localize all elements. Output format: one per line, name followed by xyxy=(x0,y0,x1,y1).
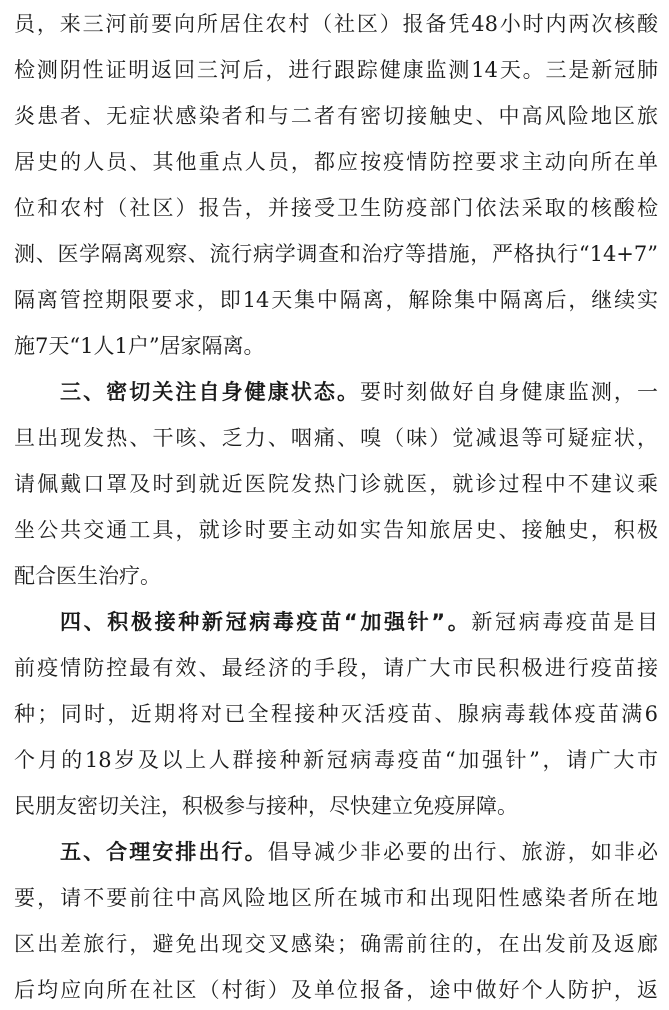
paragraph-line: 要，请不要前往中高风险地区所在城市和出现阳性感染者所在地 xyxy=(14,886,658,910)
paragraph-line: 居史的人员、其他重点人员，都应按疫情防控要求主动向所在单 xyxy=(14,150,658,174)
section-5-text: 倡导减少非必要的出行、旅游，如非必 xyxy=(267,840,659,864)
paragraph-line: 前疫情防控最有效、最经济的手段，请广大市民积极进行疫苗接 xyxy=(14,656,658,680)
paragraph-line: 施7天“1人1户”居家隔离。 xyxy=(14,334,265,358)
paragraph-line: 测、医学隔离观察、流行病学调查和治疗等措施，严格执行“14+7” xyxy=(14,242,658,266)
paragraph-line: 隔离管控期限要求，即14天集中隔离，解除集中隔离后，继续实 xyxy=(14,288,658,312)
paragraph-line: 后均应向所在社区（村街）及单位报备，途中做好个人防护，返 xyxy=(14,978,658,1002)
paragraph-line: 员，来三河前要向所居住农村（社区）报备凭48小时内两次核酸 xyxy=(14,12,658,36)
section-3-text: 要时刻做好自身健康监测，一 xyxy=(360,380,659,404)
section-4-first-line xyxy=(14,602,658,642)
paragraph-line: 个月的18岁及以上人群接种新冠病毒疫苗“加强针”，请广大市 xyxy=(14,748,658,772)
paragraph-line: 旦出现发热、干咳、乏力、咽痛、嗅（味）觉减退等可疑症状， xyxy=(14,426,658,450)
paragraph-line: 检测阴性证明返回三河后，进行跟踪健康监测14天。三是新冠肺 xyxy=(14,58,658,82)
paragraph-line: 区出差旅行，避免出现交叉感染；确需前往的，在出发前及返廊 xyxy=(14,932,658,956)
paragraph-line: 配合医生治疗。 xyxy=(14,564,161,588)
section-5-heading: 五、合理安排出行。 xyxy=(60,840,268,864)
section-3-first-line xyxy=(14,372,658,412)
paragraph-line: 请佩戴口罩及时到就近医院发热门诊就医，就诊过程中不建议乘 xyxy=(14,472,658,496)
section-5-first-line xyxy=(14,832,658,872)
paragraph-line: 位和农村（社区）报告，并接受卫生防疫部门依法采取的核酸检 xyxy=(14,196,658,220)
paragraph-line: 炎患者、无症状感染者和与二者有密切接触史、中高风险地区旅 xyxy=(14,104,658,128)
section-3-heading: 三、密切关注自身健康状态。 xyxy=(60,380,361,404)
paragraph-line: 种；同时，近期将对已全程接种灭活疫苗、腺病毒载体疫苗满6 xyxy=(14,702,658,726)
paragraph-line: 坐公共交通工具，就诊时要主动如实告知旅居史、接触史，积极 xyxy=(14,518,658,542)
section-4-text: 新冠病毒疫苗是目 xyxy=(471,610,658,634)
document-page xyxy=(14,0,659,1002)
paragraph-line: 民朋友密切关注，积极参与接种，尽快建立免疫屏障。 xyxy=(14,794,518,818)
section-4-heading: 四、积极接种新冠病毒疫苗“加强针”。 xyxy=(60,610,472,634)
